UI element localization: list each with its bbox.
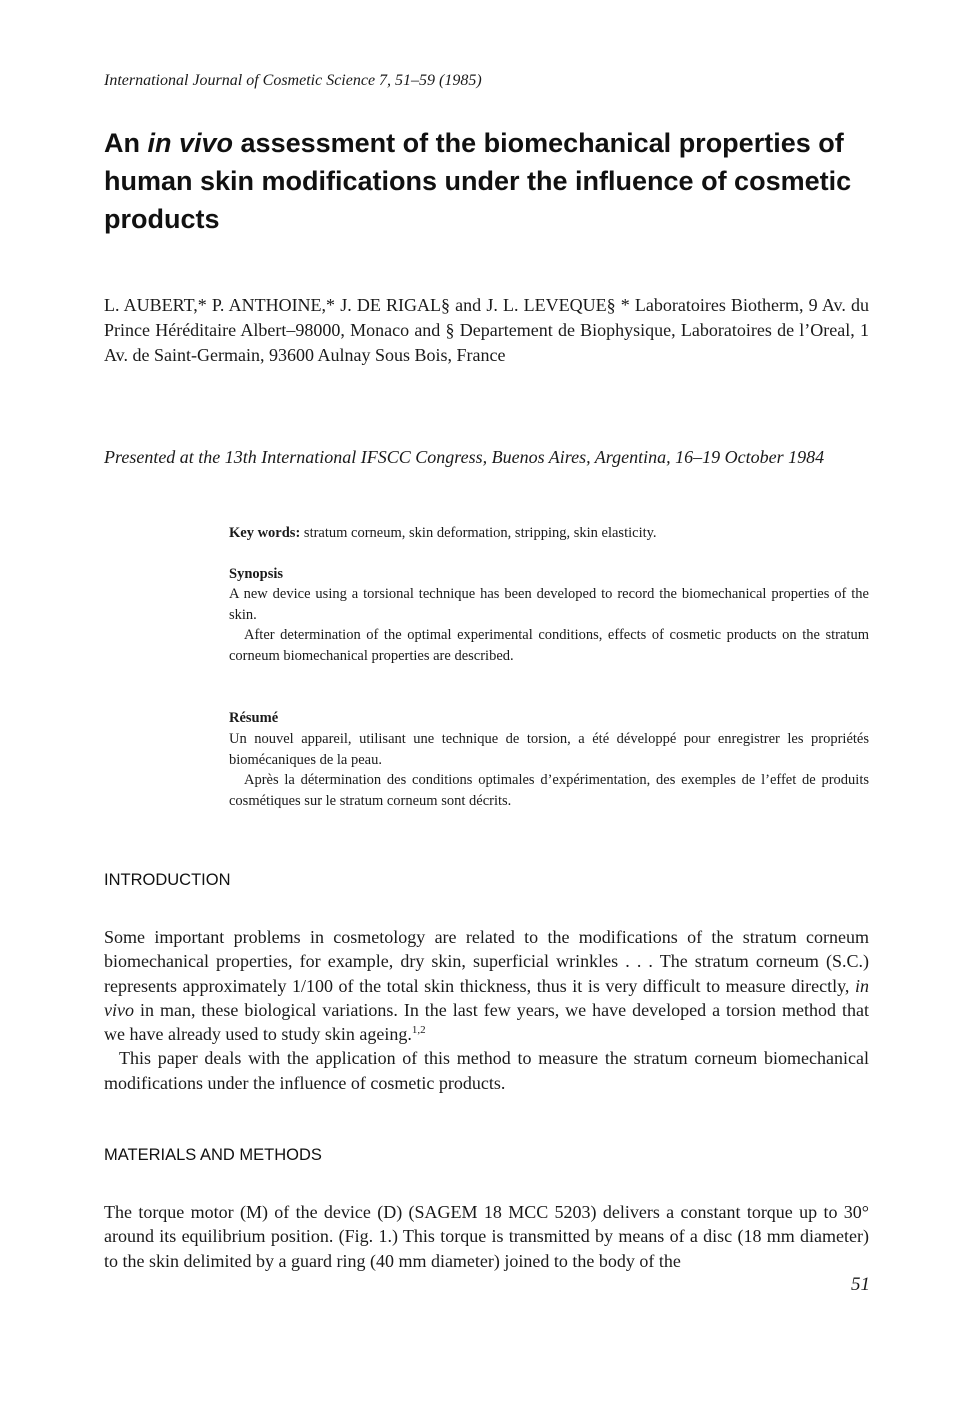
citation-superscript: 1,2 <box>411 1024 426 1037</box>
introduction-body <box>104 925 869 1095</box>
synopsis-paragraph-1: A new device using a torsional technique has been developed to record the biomechanical properties of the skin. <box>229 586 869 623</box>
resume-paragraph-1: Un nouvel appareil, utilisant une technique de torsion, a été développé pour enregistrer les propriétés biomécaniques de la peau. <box>229 731 869 768</box>
synopsis-body <box>229 584 869 666</box>
article-title <box>104 124 884 238</box>
title-italic: in vivo <box>147 128 234 158</box>
presented-note: Presented at the 13th International IFSCC Congress, Buenos Aires, Argentina, 16–19 October 1984 <box>104 447 825 467</box>
introduction-paragraph-1 <box>104 925 869 1046</box>
introduction-paragraph-2: This paper deals with the application of this method to measure the stratum corneum biomechanical modifications under the influence of cosmetic products. <box>104 1048 869 1093</box>
materials-paragraph-1: The torque motor (M) of the device (D) (SAGEM 18 MCC 5203) delivers a constant torque up to 30° around its equilibrium position. (Fig. 1.) This torque is transmitted by means of a disc (18 mm diameter) to the skin delimited by a guard ring (40 mm diameter) joined to the body of the <box>104 1202 869 1271</box>
keywords-text: stratum corneum, skin deformation, stripping, skin elasticity. <box>300 525 657 541</box>
title-start: An <box>104 128 148 158</box>
intro-text-b: in man, these biological variations. In the last few years, we have developed a torsion method that we have already used to study skin ageing. <box>104 999 869 1045</box>
materials-methods-heading: MATERIALS AND METHODS <box>104 1146 322 1164</box>
introduction-heading: INTRODUCTION <box>104 871 231 889</box>
keywords-label: Key words: <box>229 525 301 541</box>
title-rest: assessment of the biomechanical properties of human skin modifications under the influence of cosmetic products <box>104 128 852 234</box>
keywords <box>229 523 869 543</box>
synopsis-paragraph-2: After determination of the optimal experimental conditions, effects of cosmetic products on the stratum corneum biomechanical properties are described. <box>229 627 869 664</box>
resume-paragraph-2: Après la détermination des conditions optimales d’expérimentation, des exemples de l’effet de produits cosmétiques sur le stratum corneum sont décrits. <box>229 772 869 809</box>
authors-affiliations: L. AUBERT,* P. ANTHOINE,* J. DE RIGAL§ and J. L. LEVEQUE§ * Laboratoires Biotherm, 9 Av. du Prince Héréditaire Albert–98000, Monaco and § Departement de Biophysique, Laboratoires de l’Oreal, 1 Av. de Saint-Germain, 93600 Aulnay Sous Bois, France <box>104 295 869 365</box>
intro-text-a: Some important problems in cosmetology are related to the modifications of the stratum corneum biomechanical properties, for example, dry skin, superficial wrinkles . . . The stratum corneum (S.C.) represents approximately 1/100 of the total skin thickness, thus it is very difficult to measure directly, <box>104 927 869 996</box>
resume-heading: Résumé <box>229 710 279 726</box>
synopsis-heading: Synopsis <box>229 566 284 582</box>
journal-citation: International Journal of Cosmetic Science 7, 51–59 (1985) <box>104 72 482 89</box>
page-number: 51 <box>851 1274 870 1295</box>
materials-methods-body <box>104 1200 869 1273</box>
intro-italic: in vivo <box>104 975 869 1020</box>
resume-body <box>229 729 869 811</box>
